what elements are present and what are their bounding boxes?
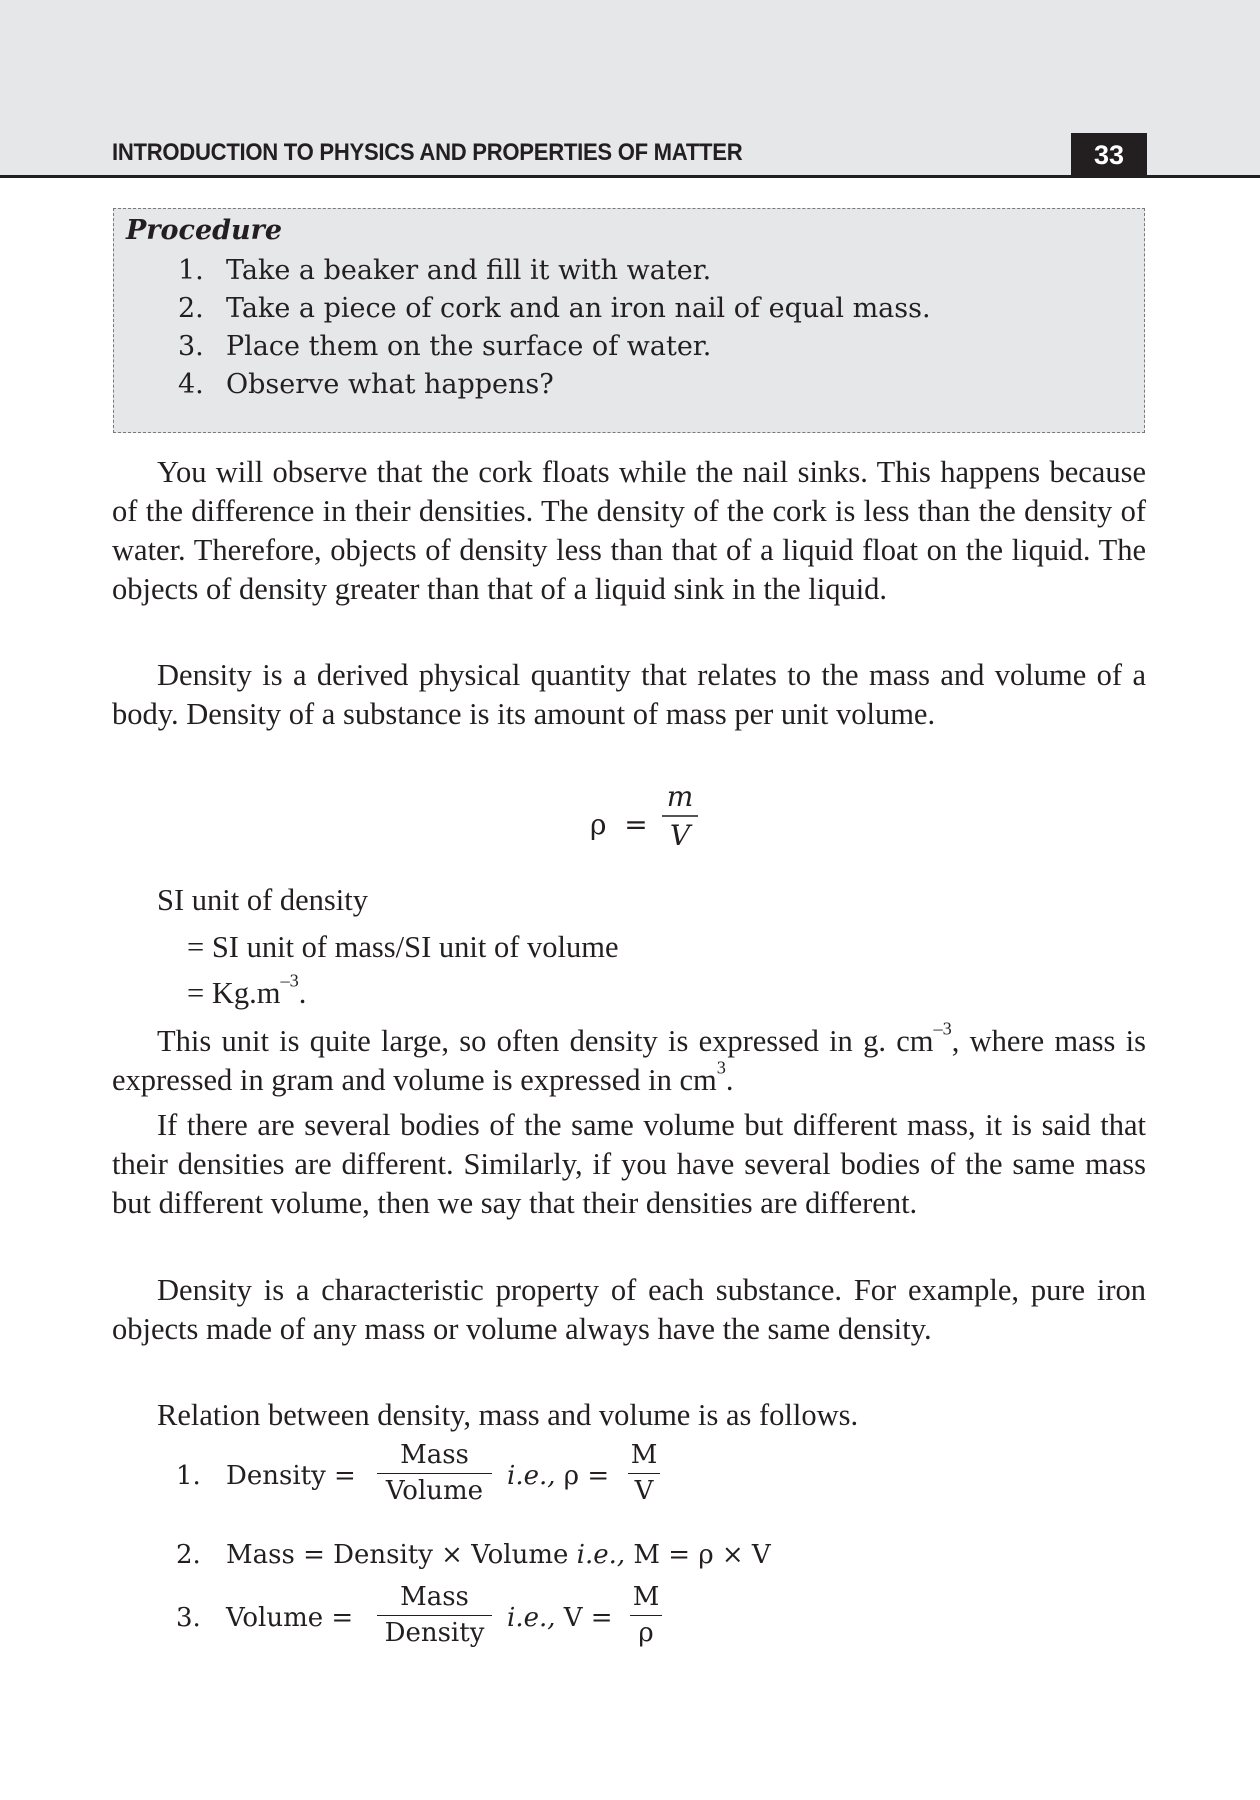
fraction-numerator: M <box>630 1582 662 1616</box>
running-header-title: INTRODUCTION TO PHYSICS AND PROPERTIES OF MATTER <box>112 139 743 166</box>
unit-note-exp-1: –3 <box>933 1018 952 1039</box>
relation-1-symbolic-lhs <box>507 1461 609 1491</box>
fraction-numerator: M <box>628 1440 660 1474</box>
step-number: 2. <box>178 293 204 324</box>
relation-lhs: Volume = <box>226 1603 354 1633</box>
relation-3-symbolic-fraction <box>630 1582 662 1648</box>
procedure-step <box>178 369 554 400</box>
fraction-denominator: V <box>634 1476 654 1506</box>
page-number-badge: 33 <box>1071 133 1147 177</box>
characteristic-paragraph: Density is a characteristic property of each substance. For example, pure iron objects made of any mass or volume always have the same density. <box>112 1273 1146 1346</box>
relation-1-label <box>176 1461 356 1491</box>
step-text: Place them on the surface of water. <box>226 331 712 362</box>
relation-number: 1. <box>176 1461 201 1491</box>
density-formula-lhs <box>590 808 648 841</box>
relation-intro: Relation between density, mass and volume is as follows. <box>157 1398 859 1432</box>
unit-note-text-1: This unit is quite large, so often density is expressed in g. cm <box>157 1024 934 1058</box>
procedure-step <box>178 331 711 362</box>
definition-paragraph: Density is a derived physical quantity that relates to the mass and volume of a body. Density of a substance is its amount of mass per unit volume. <box>112 658 1146 731</box>
unit-note-text-2: , where mass is expressed in gram and volume is expressed in cm <box>112 1024 1146 1097</box>
si-unit-base: = Kg.m <box>187 976 281 1010</box>
density-fraction <box>662 780 698 852</box>
header-rule <box>0 175 1260 178</box>
si-unit-period: . <box>298 976 307 1010</box>
procedure-box <box>113 208 1145 433</box>
fraction-numerator: Mass <box>377 1582 492 1616</box>
procedure-step <box>178 255 711 286</box>
fraction-denominator: Density <box>384 1618 485 1648</box>
procedure-step <box>178 293 931 324</box>
observation-paragraph: You will observe that the cork floats while the nail sinks. This happens because of the difference in their densities. The density of the cork is less than the density of water. Therefore, objects of density less than that of a liquid float on the liquid. The objects of density greater than that of a liquid sink in the liquid. <box>112 455 1146 606</box>
relation-number: 3. <box>176 1603 201 1633</box>
step-number: 4. <box>178 369 204 400</box>
relation-lhs: Density = <box>226 1461 356 1491</box>
equals-sign: = <box>624 808 648 841</box>
unit-note-exp-2: 3 <box>716 1057 726 1078</box>
fraction-denominator: Volume <box>385 1476 484 1506</box>
relation-3-fraction <box>377 1582 492 1648</box>
relation-1-fraction <box>377 1440 492 1506</box>
relation-3-symbolic-lhs <box>507 1603 613 1633</box>
relation-number: 2. <box>176 1540 201 1570</box>
relation-2 <box>176 1540 771 1570</box>
si-unit-line-1: = SI unit of mass/SI unit of volume <box>187 930 619 964</box>
step-number: 3. <box>178 331 204 362</box>
step-number: 1. <box>178 255 204 286</box>
step-text: Take a beaker and fill it with water. <box>226 255 712 286</box>
ie-label: i.e., <box>507 1461 556 1491</box>
si-unit-exponent: –3 <box>280 970 299 991</box>
relation-text: Mass = Density × Volume <box>226 1540 569 1570</box>
ie-label: i.e., <box>507 1603 556 1633</box>
symbol-lhs: ρ = <box>563 1461 610 1491</box>
step-text: Take a piece of cork and an iron nail of equal mass. <box>226 293 931 324</box>
unit-note-period: . <box>725 1063 734 1097</box>
procedure-title: Procedure <box>126 215 283 246</box>
fraction-numerator: Mass <box>377 1440 492 1474</box>
unit-note-paragraph <box>112 1018 1146 1100</box>
fraction-numerator: m <box>662 780 698 817</box>
ie-label: i.e., <box>576 1540 626 1570</box>
si-unit-heading: SI unit of density <box>157 883 368 917</box>
fraction-denominator: V <box>669 819 691 852</box>
symbol-lhs: V = <box>563 1603 613 1633</box>
fraction-denominator: ρ <box>638 1618 654 1648</box>
si-unit-line-2 <box>187 970 307 1011</box>
relation-symbolic: M = ρ × V <box>633 1540 771 1570</box>
rho-symbol: ρ <box>590 808 607 841</box>
relation-1-symbolic-fraction <box>628 1440 660 1506</box>
step-text: Observe what happens? <box>226 369 554 400</box>
different-bodies-paragraph: If there are several bodies of the same volume but different mass, it is said that their densities are different. Similarly, if you have several bodies of the same mass but different volume, then we say that their densities are different. <box>112 1108 1146 1220</box>
relation-3-label <box>176 1603 353 1633</box>
